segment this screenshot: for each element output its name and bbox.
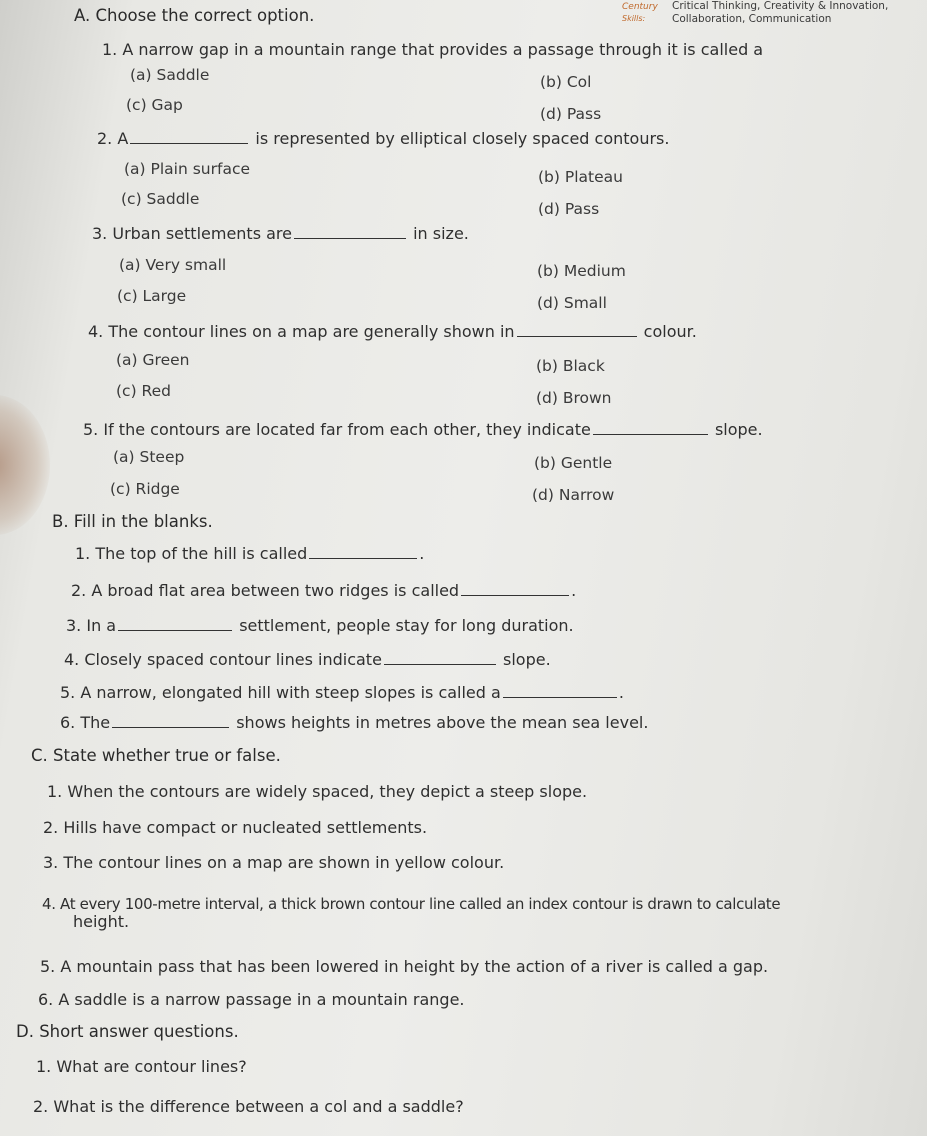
item-number: 6. [60,713,76,732]
answer-blank [384,663,496,665]
item-text: The contour lines on a map are shown in yellow colour. [63,853,505,872]
answer-blank [593,433,708,435]
item-text: Hills have compact or nucleated settlements. [63,818,428,837]
question-text: A narrow gap in a mountain range that provides a passage through it is called a [122,40,764,59]
item-text-post: . [618,683,624,702]
skills-text [672,0,888,26]
true-false-c4-cont: height. [73,912,130,931]
item-number: 2. [33,1097,49,1116]
true-false-c3 [43,853,504,872]
question-text: Urban settlements are [112,224,292,243]
fill-blank-b5 [60,683,624,702]
fill-blank-b1 [75,544,424,563]
true-false-c2 [43,818,427,837]
item-number: 5. [60,683,76,702]
item-number: 4. [64,650,80,669]
question-a4 [88,322,697,341]
fill-blank-b3 [66,616,574,635]
item-number: 1. [36,1057,52,1076]
section-c-heading: C. State whether true or false. [31,746,281,765]
option-a3-b: (b) Medium [537,262,626,280]
option-a2-a: (a) Plain surface [124,160,251,178]
item-number: 4. [42,895,56,913]
item-number: 2. [43,818,59,837]
item-number: 3. [66,616,82,635]
skills-label-century: Century [622,2,658,12]
section-a-heading: A. Choose the correct option. [74,6,315,25]
item-text: A narrow, elongated hill with steep slopes is called a [80,683,501,702]
skills-line-1: Critical Thinking, Creativity & Innovation, [672,0,889,12]
skills-badge [622,2,658,24]
page-shadow [0,395,50,535]
item-text-post: . [419,544,425,563]
question-number: 1. [102,40,118,59]
answer-blank [503,696,617,698]
answer-blank [517,335,637,337]
question-number: 4. [88,322,104,341]
question-a1 [102,40,763,59]
question-text-post: colour. [643,322,697,341]
question-number: 2. [97,129,113,148]
item-text-post: settlement, people stay for long duration. [239,616,574,635]
skills-line-2: Collaboration, Communication [672,13,832,25]
item-text: What is the difference between a col and a saddle? [53,1097,464,1116]
question-number: 3. [92,224,108,243]
option-a4-c: (c) Red [116,382,171,400]
option-a4-a: (a) Green [116,351,190,369]
answer-blank [294,237,406,239]
question-text: If the contours are located far from each other, they indicate [103,420,591,439]
question-text-post: in size. [413,224,469,243]
true-false-c6 [38,990,465,1009]
option-a2-b: (b) Plateau [538,168,623,186]
item-text: A mountain pass that has been lowered in height by the action of a river is called a gap. [60,957,769,976]
option-a3-a: (a) Very small [119,256,227,274]
true-false-c4 [42,895,780,913]
fill-blank-b2 [71,581,576,600]
question-text: A [117,129,129,148]
item-number: 5. [40,957,56,976]
item-text: In a [86,616,117,635]
option-a5-c: (c) Ridge [110,480,180,498]
question-a3 [92,224,469,243]
item-text: Closely spaced contour lines indicate [84,650,382,669]
option-a1-c: (c) Gap [126,96,183,114]
item-text: At every 100-metre interval, a thick brown contour line called an index contour is drawn to calculate [60,895,781,913]
short-answer-d2 [33,1097,464,1116]
item-text: When the contours are widely spaced, they depict a steep slope. [67,782,588,801]
answer-blank [118,629,232,631]
answer-blank [309,557,417,559]
option-a1-d: (d) Pass [540,105,602,123]
question-number: 5. [83,420,99,439]
question-text-post: is represented by elliptical closely spaced contours. [255,129,670,148]
option-a5-b: (b) Gentle [534,454,613,472]
true-false-c1 [47,782,587,801]
item-number: 2. [71,581,87,600]
section-d-heading: D. Short answer questions. [16,1022,239,1041]
question-a2 [97,129,669,148]
skills-label-skills: Skills: [622,14,646,23]
section-b-heading: B. Fill in the blanks. [52,512,213,531]
option-a4-d: (d) Brown [536,389,612,407]
option-a5-d: (d) Narrow [532,486,615,504]
option-a2-c: (c) Saddle [121,190,200,208]
item-text: What are contour lines? [56,1057,247,1076]
item-text: The top of the hill is called [95,544,308,563]
true-false-c5 [40,957,768,976]
question-a5 [83,420,763,439]
item-number: 3. [43,853,59,872]
item-text-post: shows heights in metres above the mean sea level. [236,713,649,732]
item-text: A broad flat area between two ridges is called [91,581,460,600]
fill-blank-b6 [60,713,648,732]
item-text: The [80,713,111,732]
item-number: 6. [38,990,54,1009]
answer-blank [130,142,248,144]
answer-blank [112,726,229,728]
answer-blank [461,594,569,596]
option-a3-d: (d) Small [537,294,607,312]
short-answer-d1 [36,1057,247,1076]
option-a1-b: (b) Col [540,73,592,91]
item-text-post: . [571,581,577,600]
item-text-post: slope. [503,650,551,669]
option-a3-c: (c) Large [117,287,187,305]
option-a2-d: (d) Pass [538,200,600,218]
question-text-post: slope. [714,420,763,439]
option-a5-a: (a) Steep [113,448,185,466]
item-number: 1. [47,782,63,801]
item-text: A saddle is a narrow passage in a mountain range. [58,990,465,1009]
item-number: 1. [75,544,91,563]
option-a4-b: (b) Black [536,357,605,375]
fill-blank-b4 [64,650,551,669]
option-a1-a: (a) Saddle [130,66,210,84]
question-text: The contour lines on a map are generally shown in [108,322,515,341]
